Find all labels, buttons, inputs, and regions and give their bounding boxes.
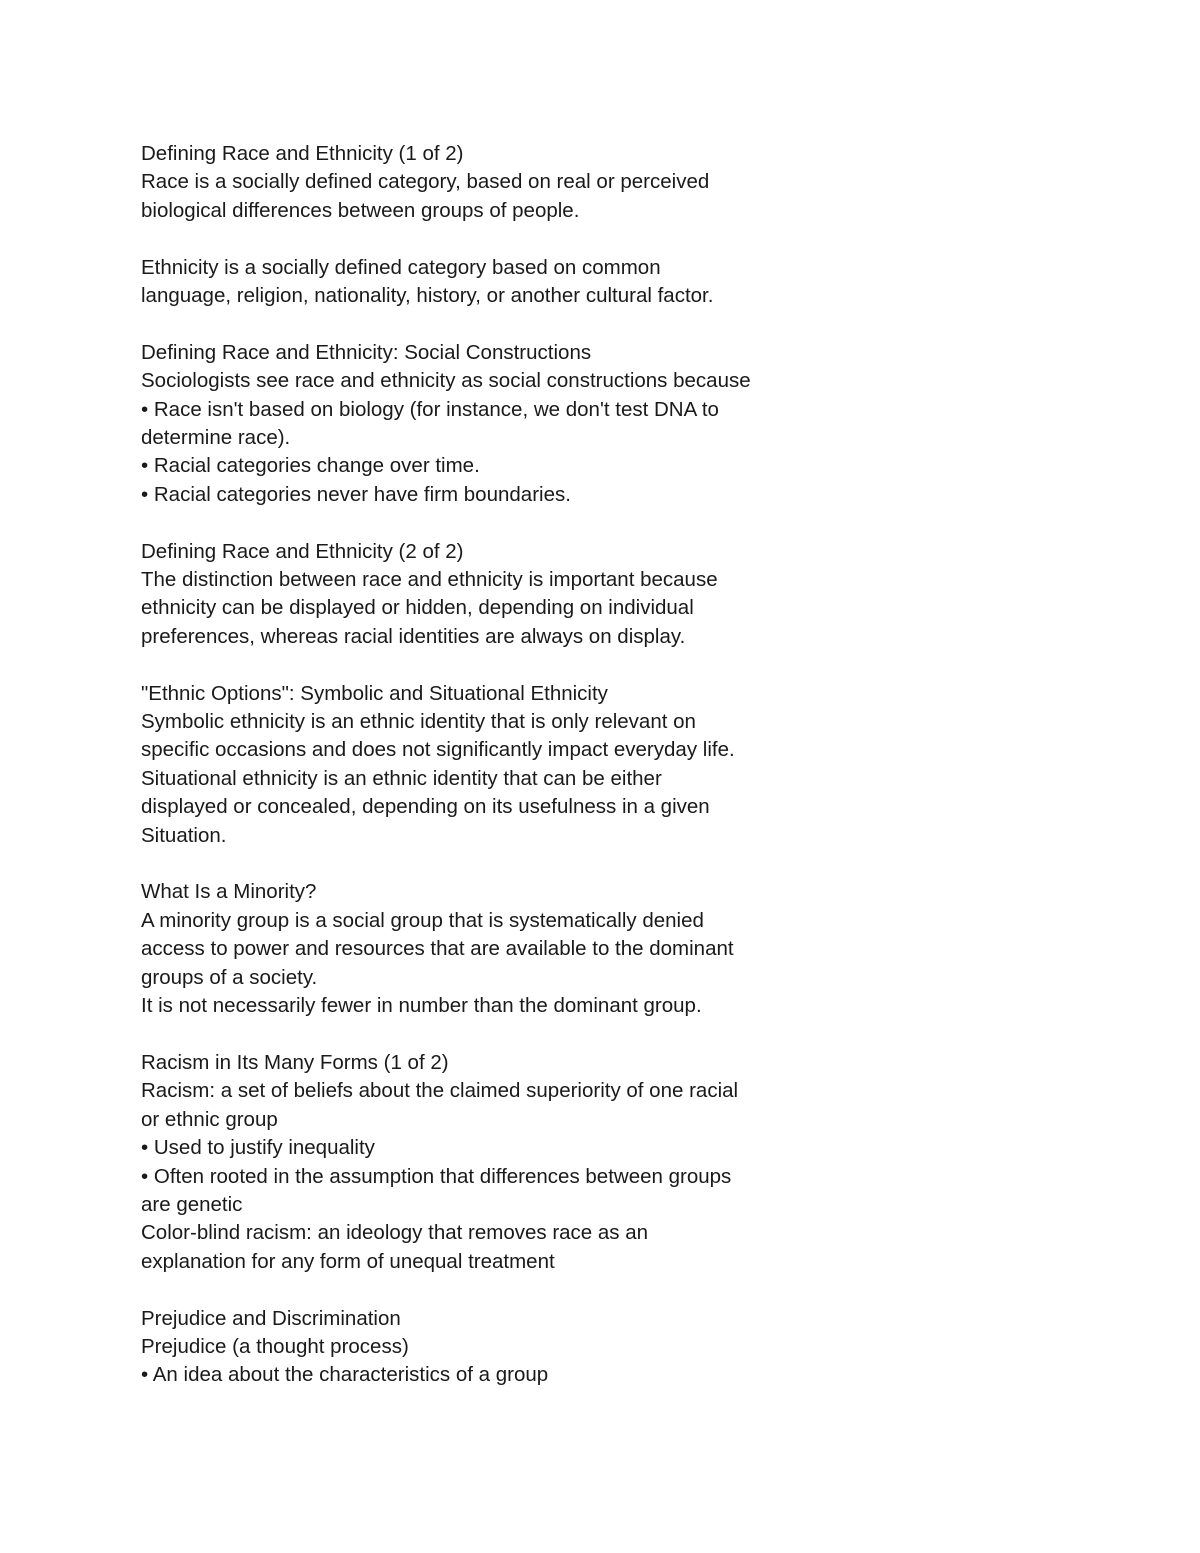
- section-heading: Racism in Its Many Forms (1 of 2): [141, 1050, 449, 1074]
- text-line: ethnicity can be displayed or hidden, depending on individual: [141, 596, 694, 620]
- paragraph-gap: [141, 1276, 841, 1304]
- section-heading: "Ethnic Options": Symbolic and Situational Ethnicity: [141, 681, 608, 705]
- text-line: groups of a society.: [141, 965, 318, 989]
- text-line: determine race).: [141, 426, 291, 450]
- paragraph-gap: [141, 651, 841, 679]
- bullet-line: • Often rooted in the assumption that differences between groups: [141, 1164, 732, 1188]
- text-line: Prejudice (a thought process): [141, 1334, 409, 1358]
- paragraph-gap: [141, 509, 841, 537]
- text-line: explanation for any form of unequal treatment: [141, 1249, 555, 1273]
- text-line: The distinction between race and ethnicity is important because: [141, 568, 718, 592]
- paragraph-gap: [141, 850, 841, 878]
- text-line: It is not necessarily fewer in number than the dominant group.: [141, 994, 702, 1018]
- section-defining-race-ethnicity-1: [141, 140, 841, 310]
- document-body: [141, 140, 841, 1390]
- text-line: specific occasions and does not significantly impact everyday life.: [141, 738, 735, 762]
- text-line: Color-blind racism: an ideology that removes race as an: [141, 1221, 649, 1245]
- text-line: Sociologists see race and ethnicity as social constructions because: [141, 369, 751, 393]
- section-heading: Defining Race and Ethnicity (1 of 2): [141, 142, 464, 165]
- text-line: Race is a socially defined category, based on real or perceived: [141, 170, 710, 194]
- text-line: Situation.: [141, 823, 227, 847]
- section-ethnic-options: [141, 680, 841, 850]
- text-line: language, religion, nationality, history, or another cultural factor.: [141, 284, 714, 308]
- text-line: or ethnic group: [141, 1107, 278, 1131]
- text-line: biological differences between groups of people.: [141, 198, 580, 222]
- section-social-constructions: [141, 339, 841, 509]
- text-line: Symbolic ethnicity is an ethnic identity that is only relevant on: [141, 710, 696, 734]
- paragraph-gap: [141, 1021, 841, 1049]
- bullet-line: • Racial categories never have firm boundaries.: [141, 482, 571, 506]
- section-heading: Prejudice and Discrimination: [141, 1306, 401, 1330]
- text-line: displayed or concealed, depending on its usefulness in a given: [141, 795, 710, 819]
- section-heading: Defining Race and Ethnicity: Social Constructions: [141, 340, 592, 364]
- section-racism-forms: [141, 1049, 841, 1276]
- text-line: preferences, whereas racial identities are always on display.: [141, 624, 686, 648]
- bullet-line: • Racial categories change over time.: [141, 454, 480, 478]
- bullet-line: • Race isn't based on biology (for instance, we don't test DNA to: [141, 397, 719, 421]
- bullet-line: • Used to justify inequality: [141, 1136, 375, 1160]
- section-what-is-minority: [141, 878, 841, 1020]
- blank-line: [141, 225, 841, 253]
- section-heading: Defining Race and Ethnicity (2 of 2): [141, 539, 464, 563]
- paragraph-gap: [141, 310, 841, 338]
- text-line: Situational ethnicity is an ethnic identity that can be either: [141, 766, 662, 790]
- section-prejudice-discrimination: [141, 1305, 841, 1390]
- text-line: Ethnicity is a socially defined category based on common: [141, 255, 661, 279]
- section-heading: What Is a Minority?: [141, 880, 317, 904]
- text-line: A minority group is a social group that is systematically denied: [141, 908, 704, 932]
- text-line: access to power and resources that are available to the dominant: [141, 937, 734, 961]
- section-defining-race-ethnicity-2: [141, 538, 841, 652]
- text-line: Racism: a set of beliefs about the claimed superiority of one racial: [141, 1079, 739, 1103]
- bullet-line: • An idea about the characteristics of a group: [141, 1363, 549, 1387]
- text-line: are genetic: [141, 1192, 243, 1216]
